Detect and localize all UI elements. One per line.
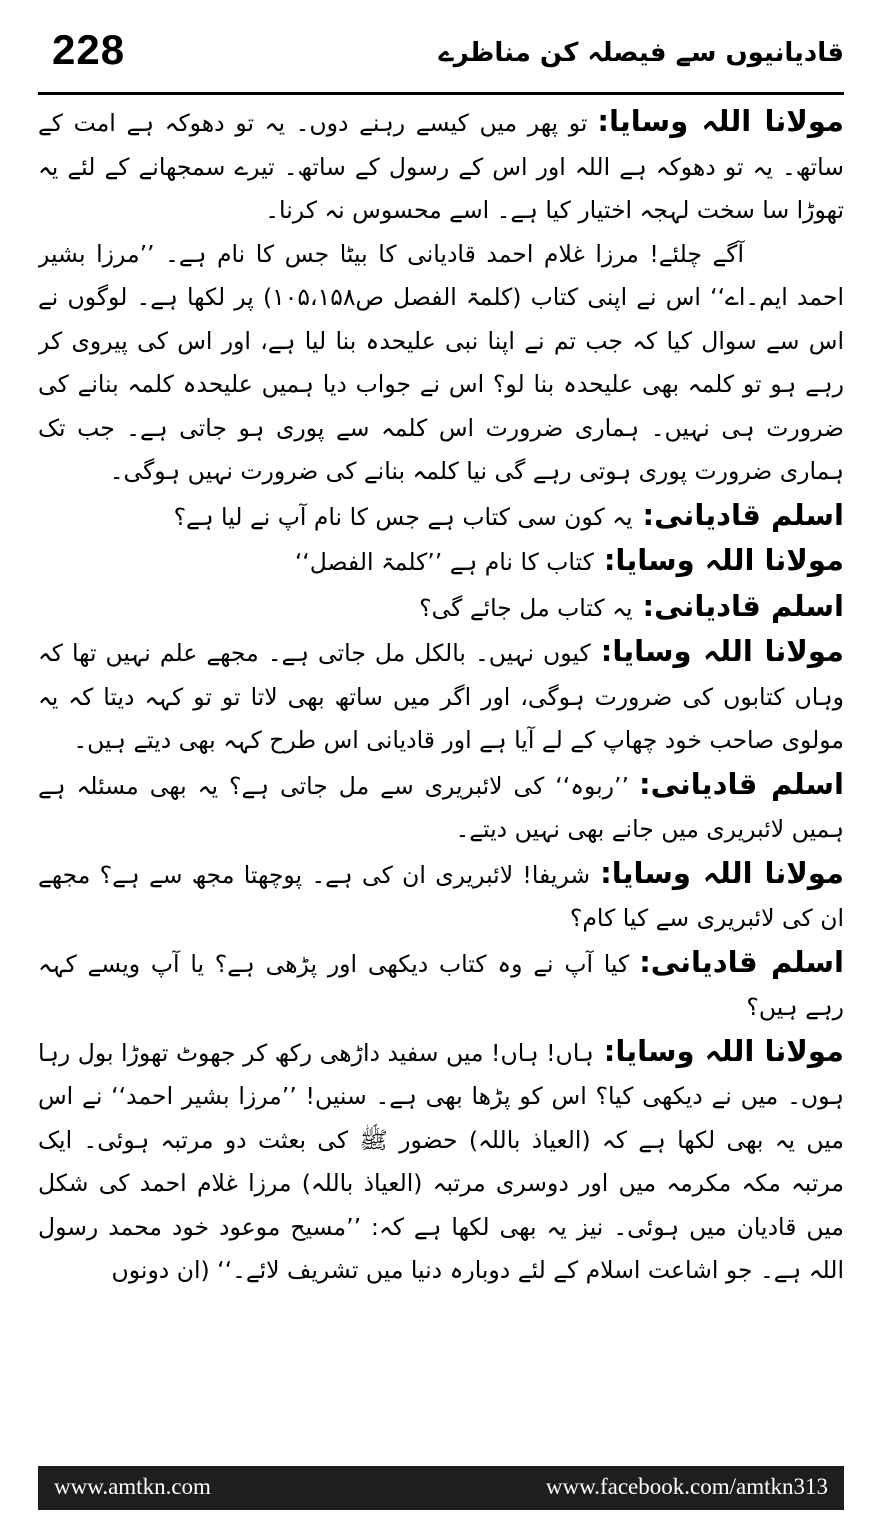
dialogue-paragraph bbox=[38, 585, 844, 631]
dialogue-paragraph bbox=[38, 852, 844, 941]
paragraph-text: آگے چلئے! مرزا غلام احمد قادیانی کا بیٹا جس کا نام ہے۔ ’’مرزا بشیر احمد ایم۔اے‘‘ اس نے اپنی کتاب (کلمۃ الفصل ص۱۰۵،۱۵۸) پر لکھا ہے۔ لوگوں نے اس سے سوال کیا کہ جب تم نے اپنا نبی علیحدہ بنا لیا ہے، اور اس کی پیروی کر رہے ہو تو کلمہ بھی علیحدہ بنا لو؟ اس نے جواب دیا ہمیں علیحدہ کلمہ بنانے کی ضرورت ہی نہیں۔ ہماری ضرورت اس کلمہ سے پوری ہو جاتی ہے۔ جب تک ہماری ضرورت پوری ہوتی رہے گی نیا کلمہ بنانے کی ضرورت نہیں ہوگی۔ bbox=[38, 239, 844, 485]
speaker-label: مولانا اللہ وسایا: bbox=[597, 104, 844, 138]
dialogue-paragraph bbox=[38, 763, 844, 852]
dialogue-paragraph bbox=[38, 630, 844, 763]
speaker-label: اسلم قادیانی: bbox=[642, 497, 844, 532]
paragraph-text: کیا آپ نے وہ کتاب دیکھی اور پڑھی ہے؟ یا آپ ویسے کہہ رہے ہیں؟ bbox=[38, 949, 844, 1021]
paragraph-text: شریفا! لائبریری ان کی ہے۔ پوچھتا مجھ سے ہے؟ مجھے ان کی لائبریری سے کیا کام؟ bbox=[38, 860, 844, 932]
speaker-label: اسلم قادیانی: bbox=[638, 766, 844, 801]
dialogue-paragraph bbox=[38, 100, 844, 233]
paragraph-text: کیوں نہیں۔ بالکل مل جاتی ہے۔ مجھے علم نہیں تھا کہ وہاں کتابوں کی ضرورت ہوگی، اور اگر میں ساتھ بھی لاتا تو تو کہہ دیتا کہ یہ مولوی صاحب خود چھاپ کے لے آیا ہے اور قادیانی اس طرح کہہ بھی دیتے ہیں۔ bbox=[38, 639, 844, 754]
page-footer bbox=[38, 1466, 844, 1510]
page-number: 228 bbox=[52, 26, 126, 73]
header-divider bbox=[38, 92, 844, 95]
page-header bbox=[38, 18, 844, 88]
website-link[interactable]: www.amtkn.com bbox=[54, 1474, 211, 1499]
book-title: قادیانیوں سے فیصلہ کن مناظرے bbox=[438, 38, 844, 68]
speaker-label: اسلم قادیانی: bbox=[639, 944, 844, 979]
dialogue-paragraph bbox=[38, 941, 844, 1030]
paragraph-text: ’’ربوہ‘‘ کی لائبریری سے مل جاتی ہے؟ یہ بھی مسئلہ ہے ہمیں لائبریری میں جانے بھی نہیں دیتے۔ bbox=[38, 771, 844, 843]
paragraph-text: کتاب کا نام ہے ’’کلمۃ الفصل‘‘ bbox=[294, 548, 594, 576]
paragraph-text: ہاں! ہاں! میں سفید داڑھی رکھ کر جھوٹ تھوڑا بول رہا ہوں۔ میں نے دیکھی کیا؟ اس کو پڑھا بھی ہے۔ سنیں! ’’مرزا بشیر احمد‘‘ نے اس میں یہ بھی لکھا ہے کہ (العیاذ باللہ) حضور ﷺ کی بعثت دو مرتبہ ہوئی۔ ایک مرتبہ مکہ مکرمہ میں اور دوسری مرتبہ (العیاذ باللہ) مرزا غلام احمد کی شکل میں قادیان میں ہوئی۔ نیز یہ بھی لکھا ہے کہ: ’’مسیح موعود خود محمد رسول اللہ ہے۔ جو اشاعت اسلام کے لئے دوبارہ دنیا میں تشریف لائے۔‘‘ (ان دونوں bbox=[38, 1038, 844, 1284]
dialogue-paragraph bbox=[38, 539, 844, 585]
page-body bbox=[38, 100, 844, 1450]
speaker-label: مولانا اللہ وسایا: bbox=[600, 634, 844, 668]
dialogue-paragraph bbox=[38, 494, 844, 540]
narration-paragraph bbox=[38, 233, 844, 494]
paragraph-text: تو پھر میں کیسے رہنے دوں۔ یہ تو دھوکہ ہے امت کے ساتھ۔ یہ تو دھوکہ ہے اللہ اور اس کے رسول کے ساتھ۔ تیرے سمجھانے کے لئے یہ تھوڑا سا سخت لہجہ اختیار کیا ہے۔ اسے محسوس نہ کرنا۔ bbox=[38, 109, 844, 224]
speaker-label: مولانا اللہ وسایا: bbox=[603, 543, 844, 577]
paragraph-text: یہ کتاب مل جائے گی؟ bbox=[419, 593, 633, 622]
speaker-label: مولانا اللہ وسایا: bbox=[603, 1033, 844, 1068]
dialogue-paragraph bbox=[38, 1030, 844, 1293]
facebook-link[interactable]: www.facebook.com/amtkn313 bbox=[545, 1474, 828, 1499]
speaker-label: مولانا اللہ وسایا: bbox=[600, 855, 844, 890]
paragraph-text: یہ کون سی کتاب ہے جس کا نام آپ نے لیا ہے؟ bbox=[173, 502, 633, 531]
speaker-label: اسلم قادیانی: bbox=[642, 588, 844, 623]
